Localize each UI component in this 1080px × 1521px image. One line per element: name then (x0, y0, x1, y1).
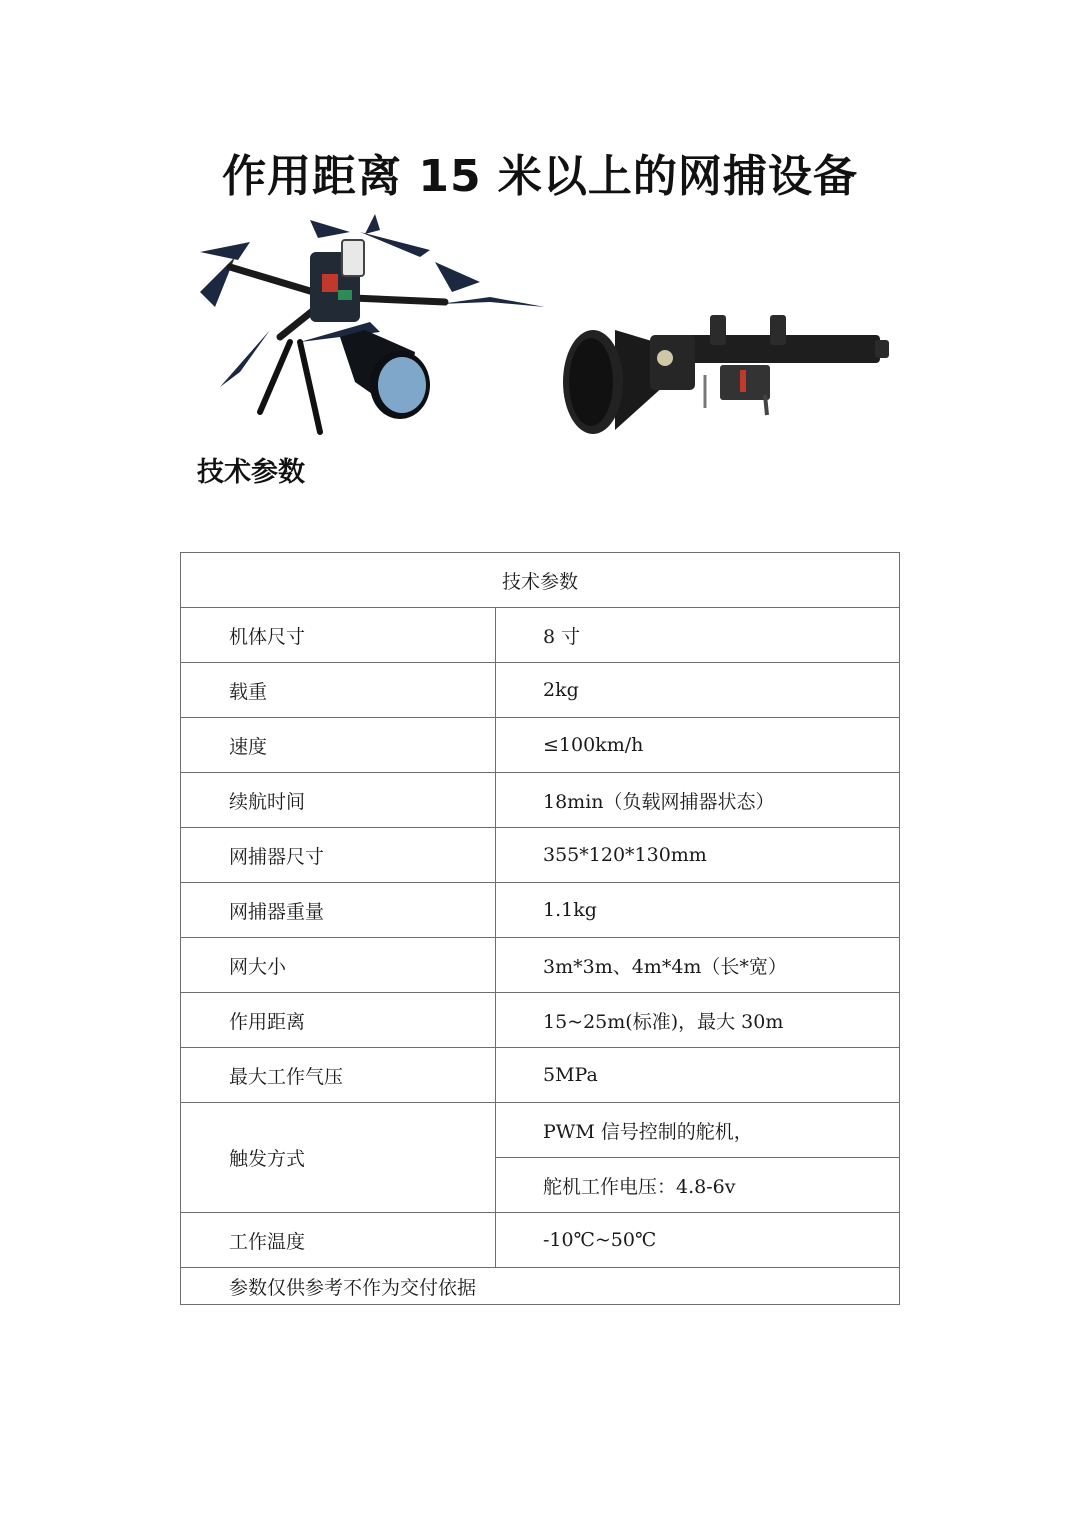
table-row (181, 718, 900, 773)
table-row (181, 828, 900, 883)
table-row (181, 773, 900, 828)
section-heading: 技术参数 (197, 457, 305, 488)
trigger-value: 舵机工作电压：4.8-6v (496, 1158, 900, 1213)
row-label: 机体尺寸 (181, 608, 496, 663)
trigger-value: PWM 信号控制的舵机， (496, 1103, 900, 1158)
table-note: 参数仅供参考不作为交付依据 (181, 1268, 900, 1305)
row-value: 5MPa (496, 1048, 900, 1103)
table-header: 技术参数 (181, 553, 900, 608)
row-value: 2kg (496, 663, 900, 718)
table-row (181, 993, 900, 1048)
spec-table (180, 552, 900, 1305)
row-value: 18min（负载网捕器状态） (496, 773, 900, 828)
row-value: ≤100km/h (496, 718, 900, 773)
row-value: 1.1kg (496, 883, 900, 938)
drone-photo (190, 212, 550, 440)
table-row (181, 1048, 900, 1103)
row-label: 速度 (181, 718, 496, 773)
temperature-label: 工作温度 (181, 1213, 496, 1268)
table-row (181, 608, 900, 663)
row-value: 3m*3m、4m*4m（长*宽） (496, 938, 900, 993)
row-value: 8 寸 (496, 608, 900, 663)
row-value: 355*120*130mm (496, 828, 900, 883)
net-launcher-photo (555, 300, 895, 440)
page-title: 作用距离 15 米以上的网捕设备 (222, 151, 858, 202)
table-header-row (181, 553, 900, 608)
table-row (181, 1103, 900, 1158)
table-row (181, 938, 900, 993)
row-label: 最大工作气压 (181, 1048, 496, 1103)
row-label: 网捕器尺寸 (181, 828, 496, 883)
row-label: 网大小 (181, 938, 496, 993)
row-label: 续航时间 (181, 773, 496, 828)
table-row (181, 1213, 900, 1268)
temperature-value: -10℃~50℃ (496, 1213, 900, 1268)
trigger-label: 触发方式 (181, 1103, 496, 1213)
row-label: 作用距离 (181, 993, 496, 1048)
row-value: 15~25m(标准)，最大 30m (496, 993, 900, 1048)
row-label: 载重 (181, 663, 496, 718)
table-row (181, 663, 900, 718)
table-note-row (181, 1268, 900, 1305)
table-row (181, 883, 900, 938)
row-label: 网捕器重量 (181, 883, 496, 938)
